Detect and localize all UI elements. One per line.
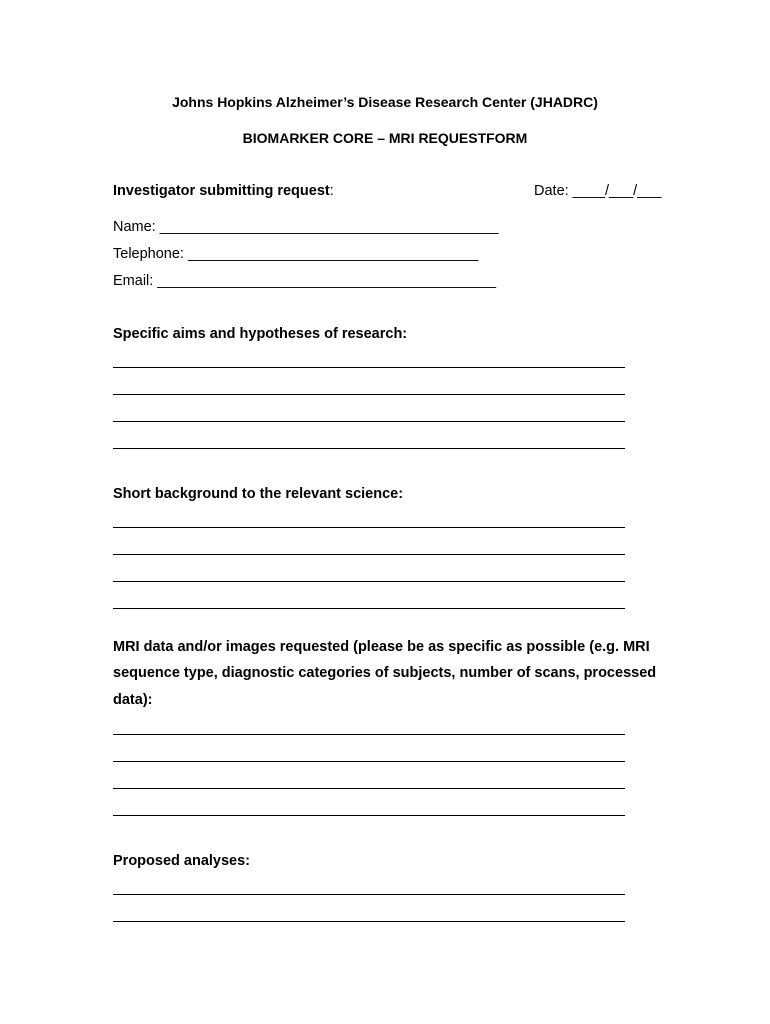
center-title: Johns Hopkins Alzheimer’s Disease Research Center (JHADRC) xyxy=(172,94,598,110)
analyses-answer-line[interactable] xyxy=(113,894,625,895)
mri-heading-line: MRI data and/or images requested (please be as specific as possible (e.g. MRI xyxy=(113,639,650,655)
background-answer-line[interactable] xyxy=(113,581,625,582)
mri-answer-line[interactable] xyxy=(113,734,625,735)
email-field[interactable]: Email: __________________________________________ xyxy=(113,273,497,289)
analyses-heading: Proposed analyses: xyxy=(113,853,250,869)
aims-heading: Specific aims and hypotheses of research: xyxy=(113,326,408,342)
background-answer-line[interactable] xyxy=(113,608,625,609)
mri-answer-line[interactable] xyxy=(113,761,625,762)
aims-answer-line[interactable] xyxy=(113,367,625,368)
date-field[interactable]: Date: ____/___/___ xyxy=(534,183,662,199)
mri-heading-line: sequence type, diagnostic categories of subjects, number of scans, processed xyxy=(113,665,657,681)
form-title: BIOMARKER CORE – MRI REQUESTFORM xyxy=(242,130,528,146)
investigator-label: Investigator submitting request xyxy=(113,183,330,199)
investigator-colon: : xyxy=(329,183,334,199)
background-heading: Short background to the relevant science: xyxy=(113,486,404,502)
aims-answer-line[interactable] xyxy=(113,448,625,449)
investigator-row xyxy=(113,184,334,199)
mri-answer-line[interactable] xyxy=(113,815,625,816)
mri-heading-line: data): xyxy=(113,692,153,708)
telephone-field[interactable]: Telephone: ____________________________________ xyxy=(113,246,479,262)
background-answer-line[interactable] xyxy=(113,527,625,528)
aims-answer-line[interactable] xyxy=(113,394,625,395)
background-answer-line[interactable] xyxy=(113,554,625,555)
name-field[interactable]: Name: __________________________________________ xyxy=(113,219,499,235)
mri-answer-line[interactable] xyxy=(113,788,625,789)
analyses-answer-line[interactable] xyxy=(113,921,625,922)
aims-answer-line[interactable] xyxy=(113,421,625,422)
